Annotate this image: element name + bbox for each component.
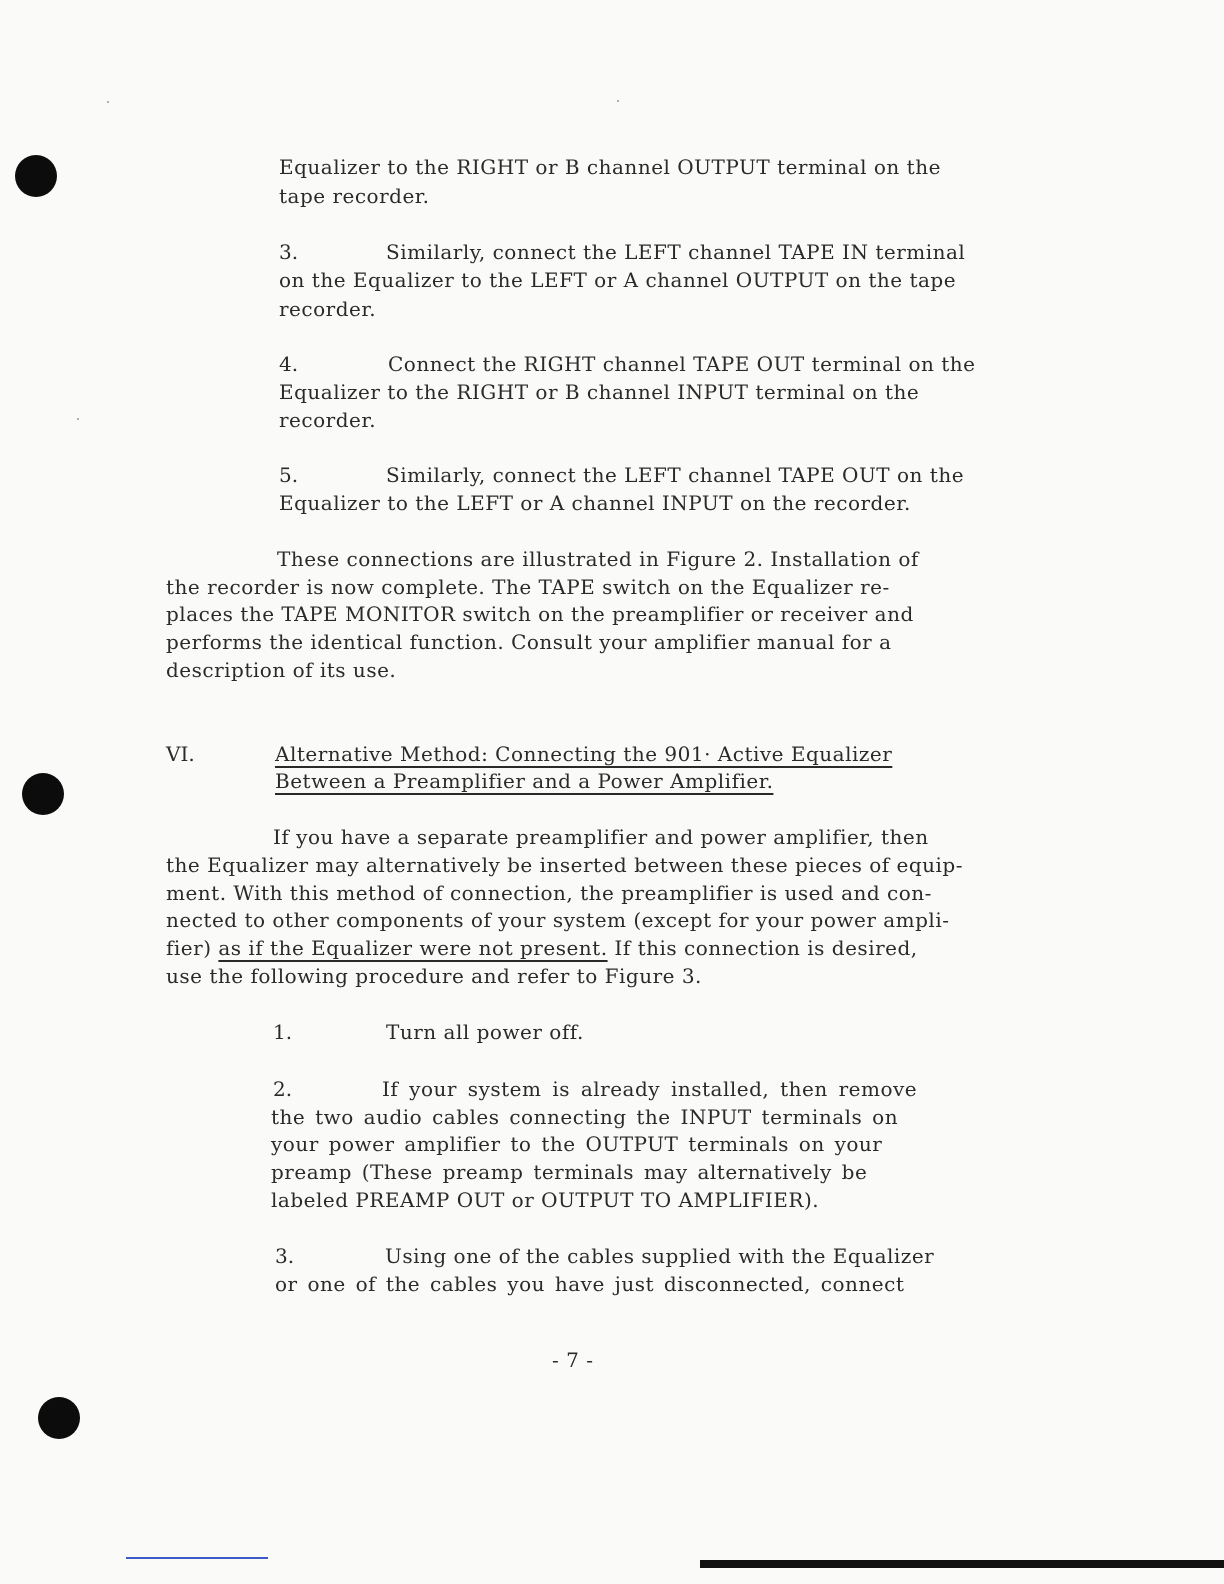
- section-numeral: VI.: [166, 742, 195, 766]
- text-line: use the following procedure and refer to Figure 3.: [166, 964, 702, 988]
- scan-edge-line: [126, 1557, 268, 1559]
- text-line: description of its use.: [166, 658, 397, 682]
- text-line: on the Equalizer to the LEFT or A channel OUTPUT on the tape: [279, 268, 957, 292]
- section-title: Between a Preamplifier and a Power Amplifier.: [275, 769, 774, 793]
- text-line: or one of the cables you have just disconnected, connect: [275, 1272, 905, 1296]
- scan-edge-bar: [700, 1560, 1224, 1568]
- step-number: 3.: [275, 1244, 295, 1268]
- page-number: - 7 -: [552, 1348, 594, 1372]
- text-line: Equalizer to the RIGHT or B channel OUTPUT terminal on the: [279, 155, 941, 179]
- text-line: These connections are illustrated in Figure 2. Installation of: [277, 547, 919, 571]
- text-line: the two audio cables connecting the INPUT terminals on: [271, 1105, 899, 1129]
- binder-hole-middle: [22, 773, 64, 815]
- text-line: Connect the RIGHT channel TAPE OUT terminal on the: [388, 352, 976, 376]
- binder-hole-top: [15, 155, 57, 197]
- scan-speck: [77, 418, 79, 420]
- text-line: your power amplifier to the OUTPUT terminals on your: [271, 1132, 883, 1156]
- text-line: If your system is already installed, then remove: [382, 1077, 918, 1101]
- text-line: Equalizer to the LEFT or A channel INPUT on the recorder.: [279, 491, 911, 515]
- binder-hole-bottom: [38, 1397, 80, 1439]
- text-line: Using one of the cables supplied with the Equalizer: [385, 1244, 935, 1268]
- text-line: performs the identical function. Consult your amplifier manual for a: [166, 630, 892, 654]
- text-line: preamp (These preamp terminals may alternatively be: [271, 1160, 868, 1184]
- step-number: 1.: [273, 1020, 293, 1044]
- text-segment: If this connection is desired,: [607, 936, 918, 960]
- step-number: 3.: [279, 240, 299, 264]
- step-number: 2.: [273, 1077, 293, 1101]
- text-line: If you have a separate preamplifier and power amplifier, then: [273, 825, 929, 849]
- text-line: labeled PREAMP OUT or OUTPUT TO AMPLIFIER).: [271, 1188, 820, 1212]
- step-number: 4.: [279, 352, 299, 376]
- text-line: recorder.: [279, 408, 377, 432]
- step-number: 5.: [279, 463, 299, 487]
- text-line: the recorder is now complete. The TAPE switch on the Equalizer re-: [166, 575, 890, 599]
- text-line: Similarly, connect the LEFT channel TAPE IN terminal: [386, 240, 966, 264]
- text-line: Similarly, connect the LEFT channel TAPE OUT on the: [386, 463, 965, 487]
- text-line: [166, 934, 918, 962]
- scan-speck: [107, 101, 109, 103]
- section-title: Alternative Method: Connecting the 901· Active Equalizer: [275, 742, 893, 766]
- text-line: recorder.: [279, 297, 377, 321]
- text-line: ment. With this method of connection, the preamplifier is used and con-: [166, 881, 932, 905]
- text-segment: fier): [166, 936, 219, 960]
- text-line: places the TAPE MONITOR switch on the preamplifier or receiver and: [166, 602, 914, 626]
- text-line: Equalizer to the RIGHT or B channel INPUT terminal on the: [279, 380, 920, 404]
- text-line: the Equalizer may alternatively be inserted between these pieces of equip-: [166, 853, 963, 877]
- text-line: Turn all power off.: [386, 1020, 584, 1044]
- scan-speck: [617, 100, 619, 102]
- text-line: tape recorder.: [279, 184, 430, 208]
- underlined-phrase: as if the Equalizer were not present.: [218, 936, 608, 960]
- text-line: nected to other components of your system (except for your power ampli-: [166, 908, 950, 932]
